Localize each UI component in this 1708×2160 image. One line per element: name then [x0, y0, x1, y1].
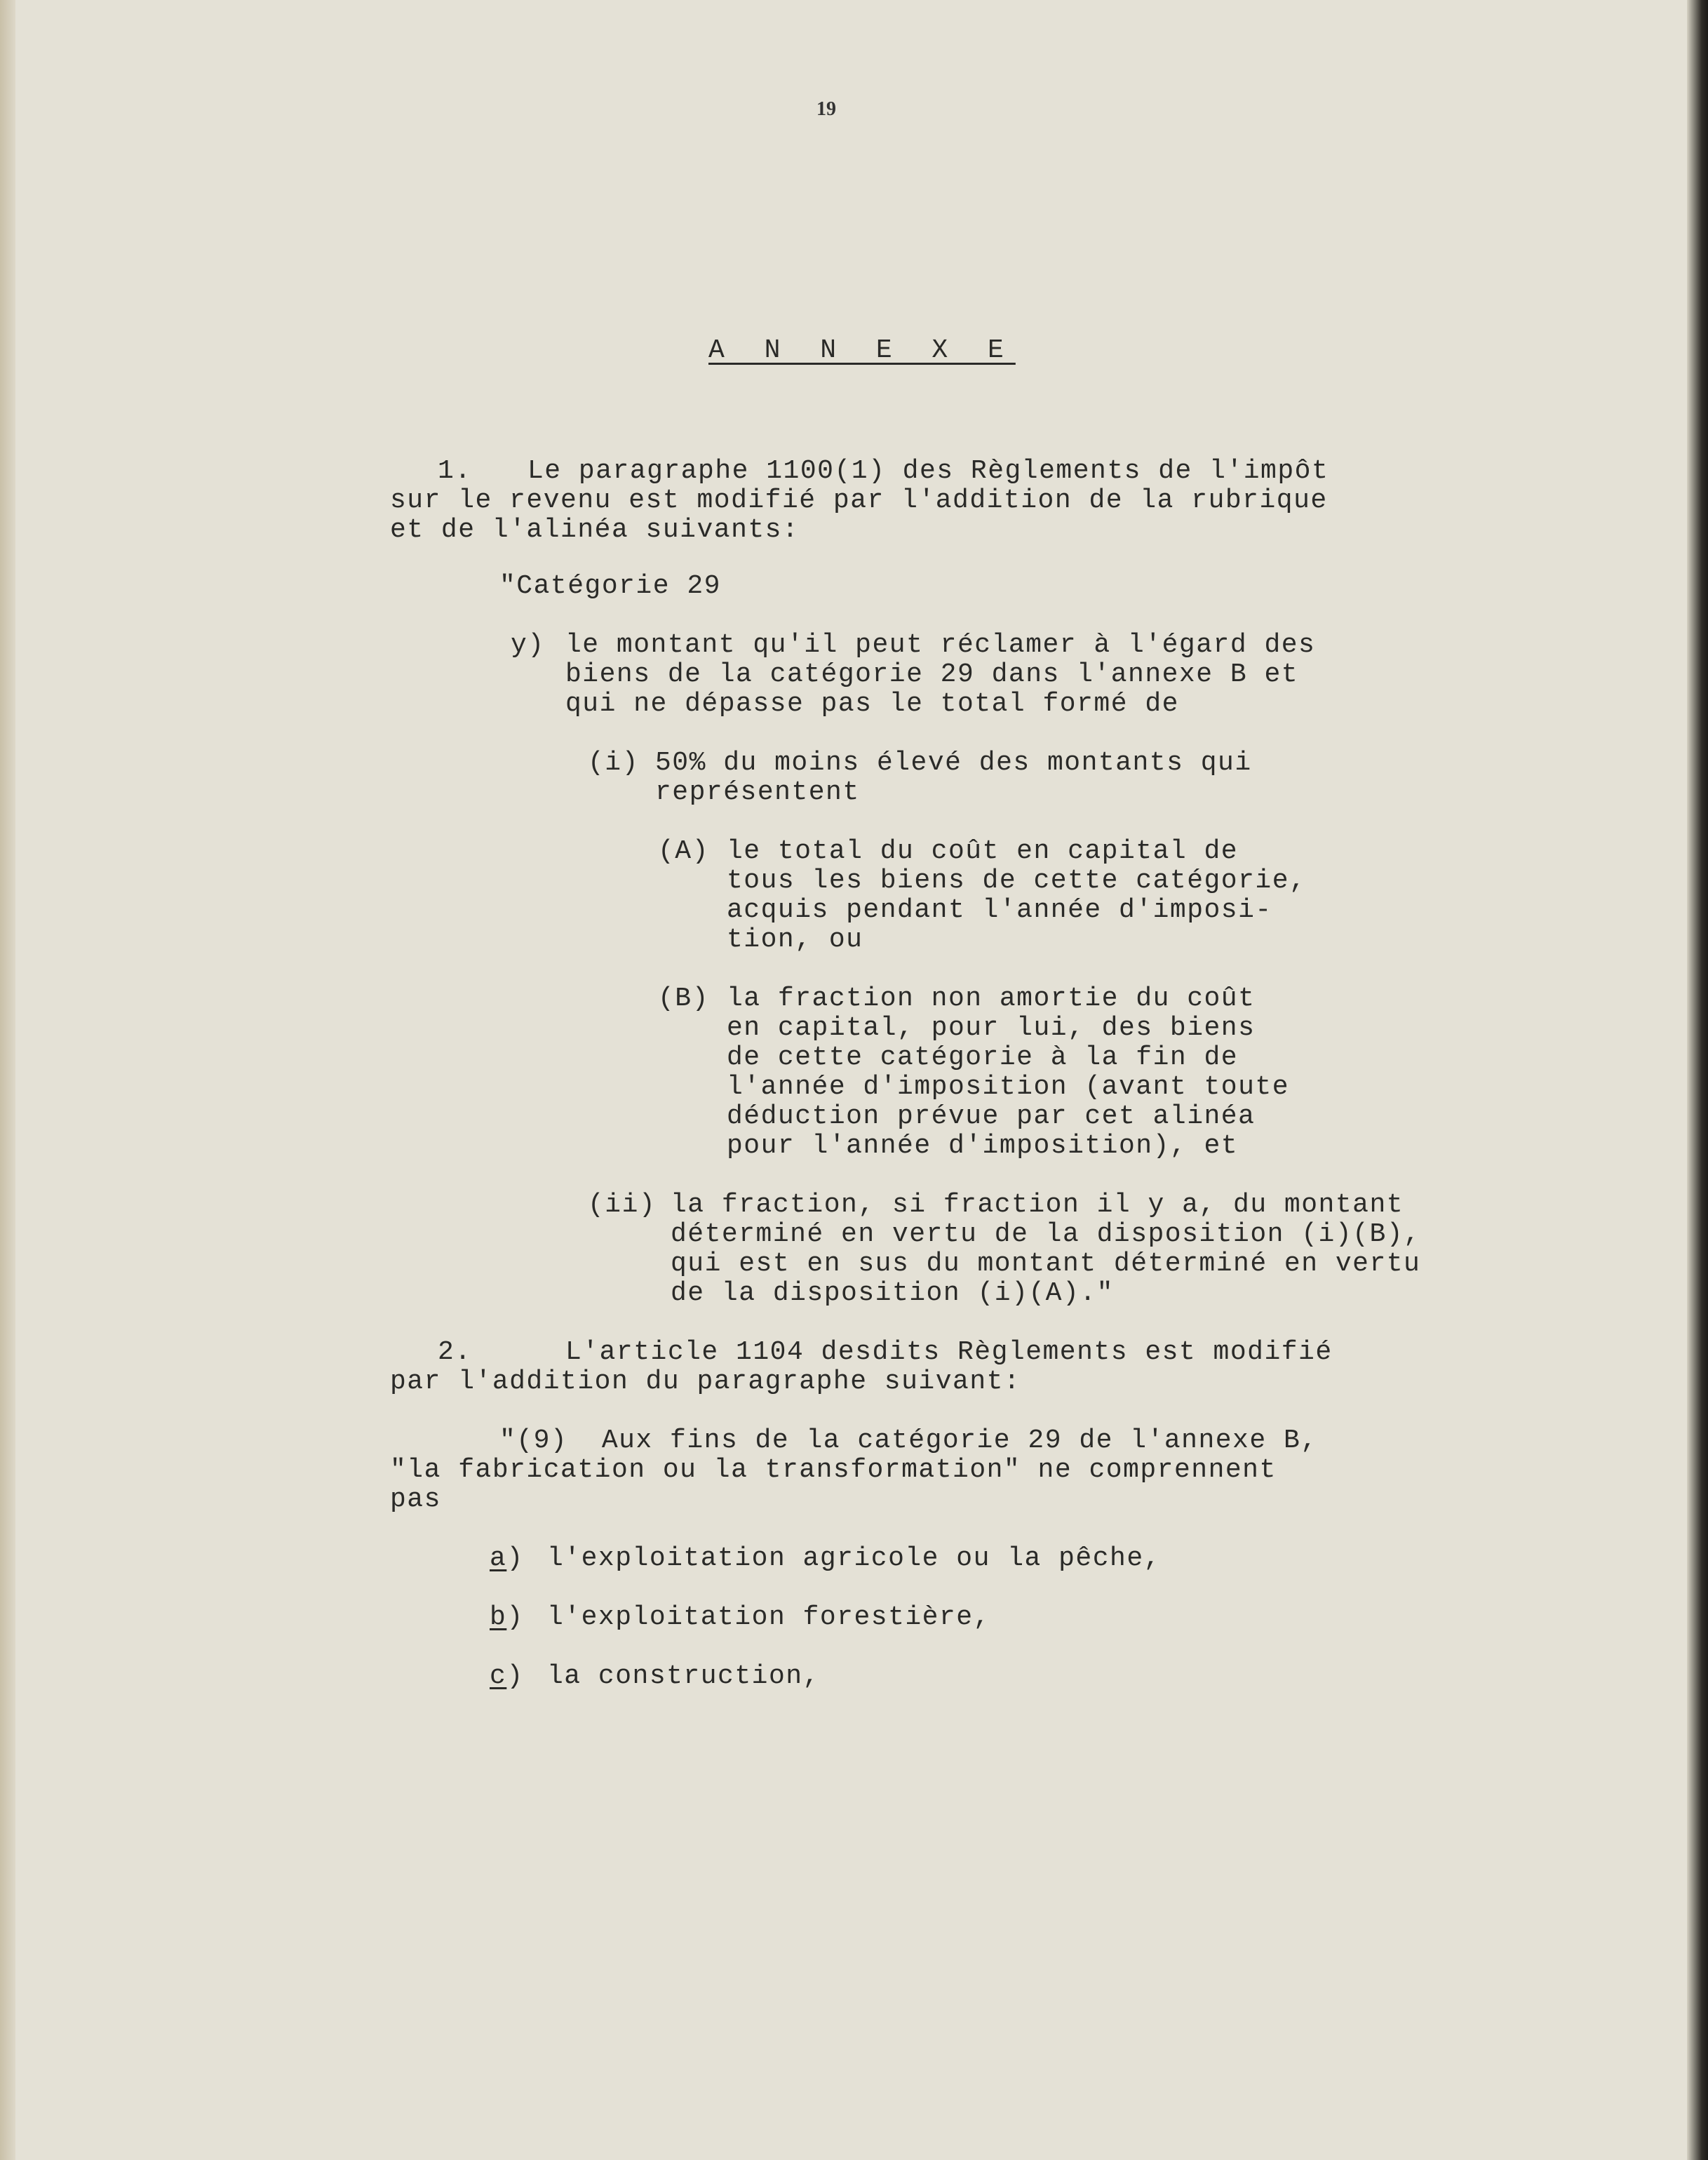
page-edge-right — [1687, 0, 1708, 2160]
clause-A-line: acquis pendant l'année d'imposi- — [727, 895, 1272, 925]
section-1-line: sur le revenu est modifié par l'addition de la rubrique — [390, 485, 1328, 516]
subsection-9-line: pas — [390, 1484, 441, 1515]
subsection-9-line: "(9) Aux fins de la catégorie 29 de l'annexe B, — [499, 1426, 1318, 1456]
subparagraph-ii-line: de la disposition (i)(A)." — [671, 1278, 1114, 1308]
subparagraph-ii-line: qui est en sus du montant déterminé en vertu — [671, 1249, 1421, 1279]
subparagraph-ii-line: la fraction, si fraction il y a, du montant — [671, 1190, 1404, 1220]
section-2-line: L'article 1104 desdits Règlements est modifié — [565, 1337, 1333, 1367]
list-item-label: a) — [490, 1543, 524, 1574]
section-2-line: par l'addition du paragraphe suivant: — [390, 1367, 1021, 1397]
clause-A-label: (A) — [658, 836, 709, 866]
subparagraph-ii-line: déterminé en vertu de la disposition (i)(B), — [671, 1219, 1421, 1249]
paragraph-y-label: y) — [511, 630, 545, 660]
page-number: 19 — [816, 98, 836, 120]
section-2-number: 2. — [438, 1337, 472, 1367]
list-item-text: la construction, — [547, 1661, 820, 1691]
clause-B-line: la fraction non amortie du coût — [727, 984, 1256, 1014]
subparagraph-i-label: (i) — [588, 748, 639, 778]
paragraph-y-line: le montant qu'il peut réclamer à l'égard des — [565, 630, 1316, 660]
clause-B-line: l'année d'imposition (avant toute — [727, 1072, 1290, 1102]
annex-heading: A N N E X E — [708, 335, 1016, 365]
list-item-text: l'exploitation agricole ou la pêche, — [547, 1543, 1161, 1574]
page-edge-left — [0, 0, 15, 2160]
subsection-9-line: "la fabrication ou la transformation" ne comprennent — [390, 1455, 1277, 1485]
category-heading: "Catégorie 29 — [499, 571, 721, 601]
section-1-number: 1. — [438, 456, 472, 486]
section-1-line: et de l'alinéa suivants: — [390, 515, 800, 545]
subparagraph-ii-label: (ii) — [588, 1190, 657, 1220]
clause-B-line: déduction prévue par cet alinéa — [727, 1101, 1256, 1132]
clause-B-line: en capital, pour lui, des biens — [727, 1013, 1256, 1043]
list-item-label: c) — [490, 1661, 524, 1691]
clause-A-line: le total du coût en capital de — [727, 836, 1239, 866]
clause-B-line: de cette catégorie à la fin de — [727, 1042, 1239, 1073]
clause-B-label: (B) — [658, 984, 709, 1014]
subparagraph-i-line: représentent — [655, 777, 860, 807]
list-item-text: l'exploitation forestière, — [547, 1602, 990, 1632]
subparagraph-i-line: 50% du moins élevé des montants qui — [655, 748, 1252, 778]
list-item-label: b) — [490, 1602, 524, 1632]
paragraph-y-line: biens de la catégorie 29 dans l'annexe B et — [565, 659, 1299, 690]
clause-A-line: tous les biens de cette catégorie, — [727, 866, 1307, 896]
paragraph-y-line: qui ne dépasse pas le total formé de — [565, 689, 1179, 719]
clause-A-line: tion, ou — [727, 925, 863, 955]
clause-B-line: pour l'année d'imposition), et — [727, 1131, 1239, 1161]
section-1-line: Le paragraphe 1100(1) des Règlements de l'impôt — [527, 456, 1329, 486]
